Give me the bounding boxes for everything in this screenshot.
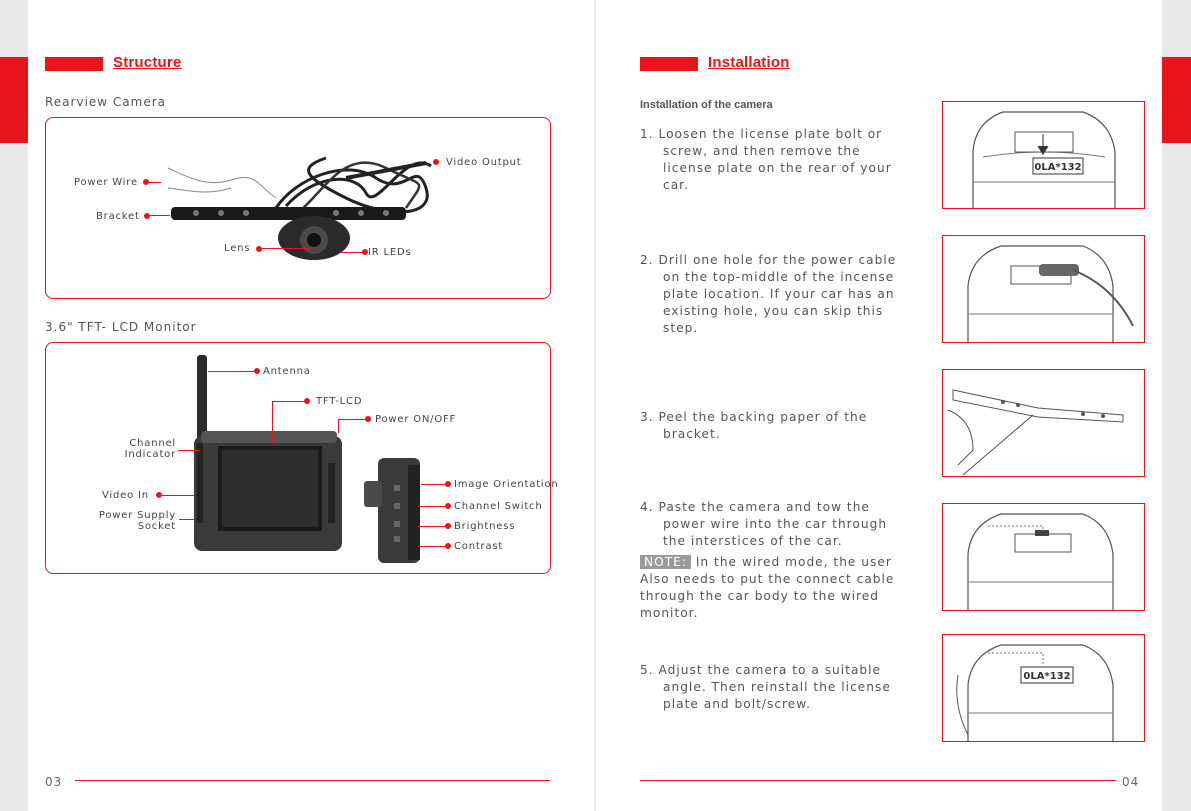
step-5-illustration — [942, 634, 1145, 742]
label-contrast: Contrast — [454, 541, 504, 552]
label-antenna: Antenna — [263, 366, 311, 377]
step-3: 3. Peel the backing paper of the bracket. — [640, 410, 868, 441]
right-edge-tab — [1162, 57, 1191, 143]
label-ir-leds: IR LEDs — [368, 247, 412, 258]
label-brightness: Brightness — [454, 521, 516, 532]
dot-bracket — [144, 213, 150, 219]
note-text: In the wired mode, the user Also needs to put the connect cable through the car body to the wired monitor. — [640, 555, 895, 620]
installation-header-bar — [640, 57, 698, 71]
right-page — [596, 0, 1162, 811]
section-title: Installation of the camera — [640, 99, 773, 111]
monitor-title: 3.6" TFT- LCD Monitor — [45, 320, 197, 334]
note — [640, 554, 906, 622]
label-lens: Lens — [224, 243, 251, 254]
car-reinstall-plate-icon — [943, 635, 1144, 741]
step-2: 2. Drill one hole for the power cable on the top-middle of the incense plate location. If your car has an existing hole, you can skip this step. — [640, 253, 897, 335]
step-1: 1. Loosen the license plate bolt or screw, and then remove the license plate on the rear of your car. — [640, 127, 892, 192]
structure-header: Structure — [113, 54, 182, 71]
step-5: 5. Adjust the camera to a suitable angle. Then reinstall the license plate and bolt/screw. — [640, 663, 891, 711]
svg-text:0LA*132: 0LA*132 — [1023, 671, 1071, 682]
note-label: NOTE: — [640, 555, 691, 569]
footer-line-right — [640, 780, 1116, 781]
dot-antenna — [254, 368, 260, 374]
label-channel-switch: Channel Switch — [454, 501, 543, 512]
dot-video-output — [433, 159, 439, 165]
camera-illustration — [46, 118, 550, 298]
dot-contrast — [445, 543, 451, 549]
dot-power-onoff — [365, 416, 371, 422]
monitor-diagram-box — [45, 342, 559, 574]
label-tft-lcd: TFT-LCD — [316, 396, 363, 407]
bracket-peel-icon — [943, 370, 1144, 476]
page-number-left: 03 — [45, 775, 63, 789]
step-4: 4. Paste the camera and tow the power wire into the car through the interstices of the car. — [640, 500, 888, 548]
dot-image-orientation — [445, 481, 451, 487]
left-edge-tab — [0, 57, 28, 143]
svg-text:0LA*132: 0LA*132 — [1034, 162, 1082, 173]
label-image-orientation: Image Orientation — [454, 479, 559, 490]
step-3-illustration — [942, 369, 1145, 477]
label-power-onoff: Power ON/OFF — [375, 414, 457, 425]
left-page — [28, 0, 594, 811]
dot-lens — [256, 246, 262, 252]
dot-channel-switch — [445, 503, 451, 509]
rearview-camera-title: Rearview Camera — [45, 95, 167, 109]
dot-brightness — [445, 523, 451, 529]
installation-header: Installation — [708, 54, 790, 71]
label-power-supply-socket: Power Supply Socket — [98, 510, 176, 532]
structure-header-bar — [45, 57, 103, 71]
label-bracket: Bracket — [96, 211, 140, 222]
dot-tft-lcd — [304, 398, 310, 404]
step-1-illustration — [942, 101, 1145, 209]
label-channel-indicator: Channel Indicator — [124, 438, 176, 460]
label-video-output: Video Output — [446, 157, 522, 168]
label-power-wire: Power Wire — [74, 177, 138, 188]
label-video-in: Video In — [102, 490, 149, 501]
car-camera-wire-icon — [943, 504, 1144, 610]
step-2-illustration — [942, 235, 1145, 343]
footer-line-left — [75, 780, 550, 781]
step-4-illustration — [942, 503, 1145, 611]
camera-diagram-box — [45, 117, 551, 299]
car-rear-plate-icon — [943, 102, 1144, 208]
page-number-right: 04 — [1122, 775, 1140, 789]
drill-icon — [943, 236, 1144, 342]
